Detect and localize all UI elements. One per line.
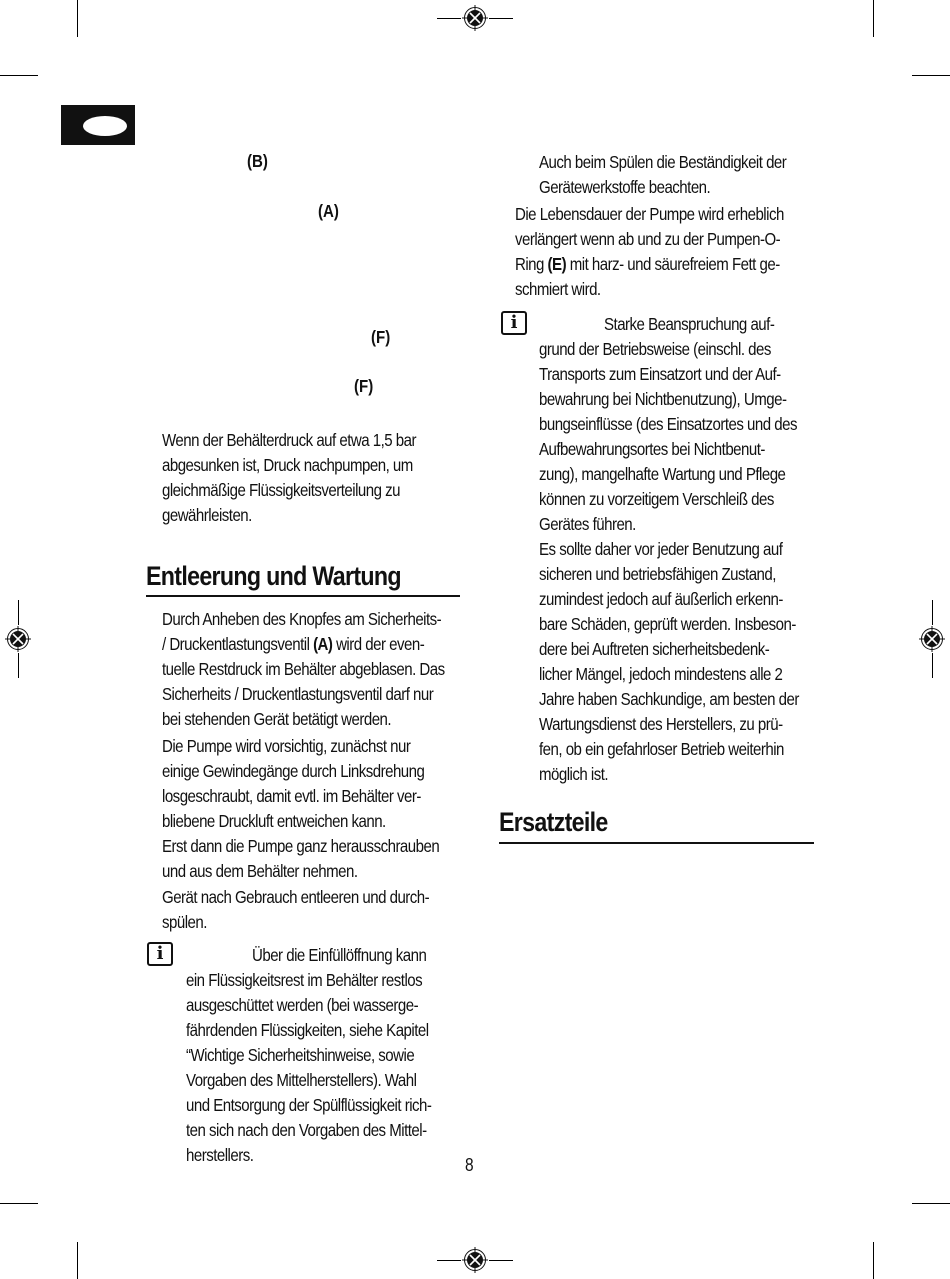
ref-a: (A)	[313, 634, 333, 654]
text-line: zung), mangelhafte Wartung und Pflege	[539, 464, 786, 484]
text-line: Sicherheits / Druckentlastungsventil darf nur	[162, 684, 434, 704]
text-line: fährdenden Flüssigkeiten, siehe Kapitel	[186, 1020, 429, 1040]
crop-mark	[912, 1203, 950, 1204]
language-oval	[83, 116, 127, 136]
label-a: (A)	[318, 201, 339, 221]
text-line: bliebene Druckluft entweichen kann.	[162, 811, 386, 831]
registration-mark-top	[462, 5, 488, 31]
text-line: bei stehenden Gerät betätigt werden.	[162, 709, 392, 729]
text-line: Jahre haben Sachkundige, am besten der	[539, 689, 799, 709]
info-icon: i	[501, 311, 527, 335]
text-line: Die Lebensdauer der Pumpe wird erheblich	[515, 204, 784, 224]
crop-mark	[489, 18, 513, 19]
text-line: Erst dann die Pumpe ganz herausschrauben	[162, 836, 440, 856]
text-line: gewährleisten.	[162, 505, 252, 525]
registration-mark-left	[5, 626, 31, 652]
text-line: losgeschraubt, damit evtl. im Behälter ver-	[162, 786, 421, 806]
crop-mark	[873, 0, 874, 37]
text-line: möglich ist.	[539, 764, 609, 784]
registration-mark-bottom	[462, 1247, 488, 1273]
text-line: und Entsorgung der Spülflüssigkeit rich-	[186, 1095, 432, 1115]
crop-mark	[489, 1260, 513, 1261]
text-span: wird der even-	[332, 634, 425, 654]
text-line: ausgeschüttet werden (bei wasserge-	[186, 995, 419, 1015]
text-line: und aus dem Behälter nehmen.	[162, 861, 358, 881]
text-line: ein Flüssigkeitsrest im Behälter restlos	[186, 970, 423, 990]
crop-mark	[18, 653, 19, 678]
text-line: Starke Beanspruchung auf-	[604, 314, 775, 334]
text-line: zumindest jedoch auf äußerlich erkenn-	[539, 589, 783, 609]
crop-mark	[932, 653, 933, 678]
text-line: herstellers.	[186, 1145, 254, 1165]
text-line: sicheren und betriebsfähigen Zustand,	[539, 564, 776, 584]
crop-mark	[0, 1203, 38, 1204]
text-line: Gerätewerkstoffe beachten.	[539, 177, 711, 197]
text-line: fen, ob ein gefahrloser Betrieb weiterhin	[539, 739, 784, 759]
text-line: gleichmäßige Flüssigkeitsverteilung zu	[162, 480, 401, 500]
text-line: ten sich nach den Vorgaben des Mittel-	[186, 1120, 427, 1140]
crop-mark	[77, 0, 78, 37]
text-line: Es sollte daher vor jeder Benutzung auf	[539, 539, 783, 559]
text-line: licher Mängel, jedoch mindestens alle 2	[539, 664, 783, 684]
ref-e: (E)	[547, 254, 567, 274]
text-span: mit harz- und säurefreiem Fett ge-	[566, 254, 780, 274]
heading-rule	[146, 595, 460, 597]
crop-mark	[437, 1260, 461, 1261]
text-line: einige Gewindegänge durch Linksdrehung	[162, 761, 425, 781]
text-line: abgesunken ist, Druck nachpumpen, um	[162, 455, 413, 475]
text-line: Transports zum Einsatzort und der Auf-	[539, 364, 781, 384]
heading-rule	[499, 842, 814, 844]
crop-mark	[912, 75, 950, 76]
text-line: Wenn der Behälterdruck auf etwa 1,5 bar	[162, 430, 417, 450]
text-line: grund der Betriebsweise (einschl. des	[539, 339, 771, 359]
text-line: “Wichtige Sicherheitshinweise, sowie	[186, 1045, 415, 1065]
heading-ersatzteile: Ersatzteile	[499, 807, 608, 837]
text-line: schmiert wird.	[515, 279, 601, 299]
registration-mark-right	[919, 626, 945, 652]
crop-mark	[18, 600, 19, 625]
text-line	[162, 632, 424, 657]
text-span: / Druckentlastungsventil	[162, 634, 314, 654]
crop-mark	[932, 600, 933, 625]
info-icon: i	[147, 942, 173, 966]
text-line: Gerätes führen.	[539, 514, 636, 534]
language-tab	[61, 105, 135, 145]
text-line: Wartungsdienst des Herstellers, zu prü-	[539, 714, 783, 734]
text-line: Die Pumpe wird vorsichtig, zunächst nur	[162, 736, 411, 756]
text-line: tuelle Restdruck im Behälter abgeblasen. Das	[162, 659, 445, 679]
crop-mark	[437, 18, 461, 19]
text-line: bare Schäden, geprüft werden. Insbeson-	[539, 614, 796, 634]
page-number: 8	[465, 1155, 474, 1175]
crop-mark	[0, 75, 38, 76]
text-line: Gerät nach Gebrauch entleeren und durch-	[162, 887, 430, 907]
label-b: (B)	[247, 151, 268, 171]
crop-mark	[77, 1242, 78, 1279]
label-f-2: (F)	[354, 376, 374, 396]
text-line: spülen.	[162, 912, 207, 932]
text-line: bewahrung bei Nichtbenutzung), Umge-	[539, 389, 787, 409]
text-line: verlängert wenn ab und zu der Pumpen-O-	[515, 229, 781, 249]
text-line: Auch beim Spülen die Beständigkeit der	[539, 152, 787, 172]
text-line: Aufbewahrungsortes bei Nichtbenut-	[539, 439, 765, 459]
text-line: Durch Anheben des Knopfes am Sicherheits-	[162, 609, 442, 629]
text-line	[515, 252, 780, 277]
text-line: Vorgaben des Mittelherstellers). Wahl	[186, 1070, 417, 1090]
label-f-1: (F)	[371, 327, 391, 347]
text-line: Über die Einfüllöffnung kann	[252, 945, 427, 965]
crop-mark	[873, 1242, 874, 1279]
heading-entleerung: Entleerung und Wartung	[146, 561, 401, 591]
text-line: können zu vorzeitigem Verschleiß des	[539, 489, 774, 509]
text-line: dere bei Auftreten sicherheitsbedenk-	[539, 639, 770, 659]
text-line: bungseinflüsse (des Einsatzortes und des	[539, 414, 797, 434]
text-span: Ring	[515, 254, 548, 274]
